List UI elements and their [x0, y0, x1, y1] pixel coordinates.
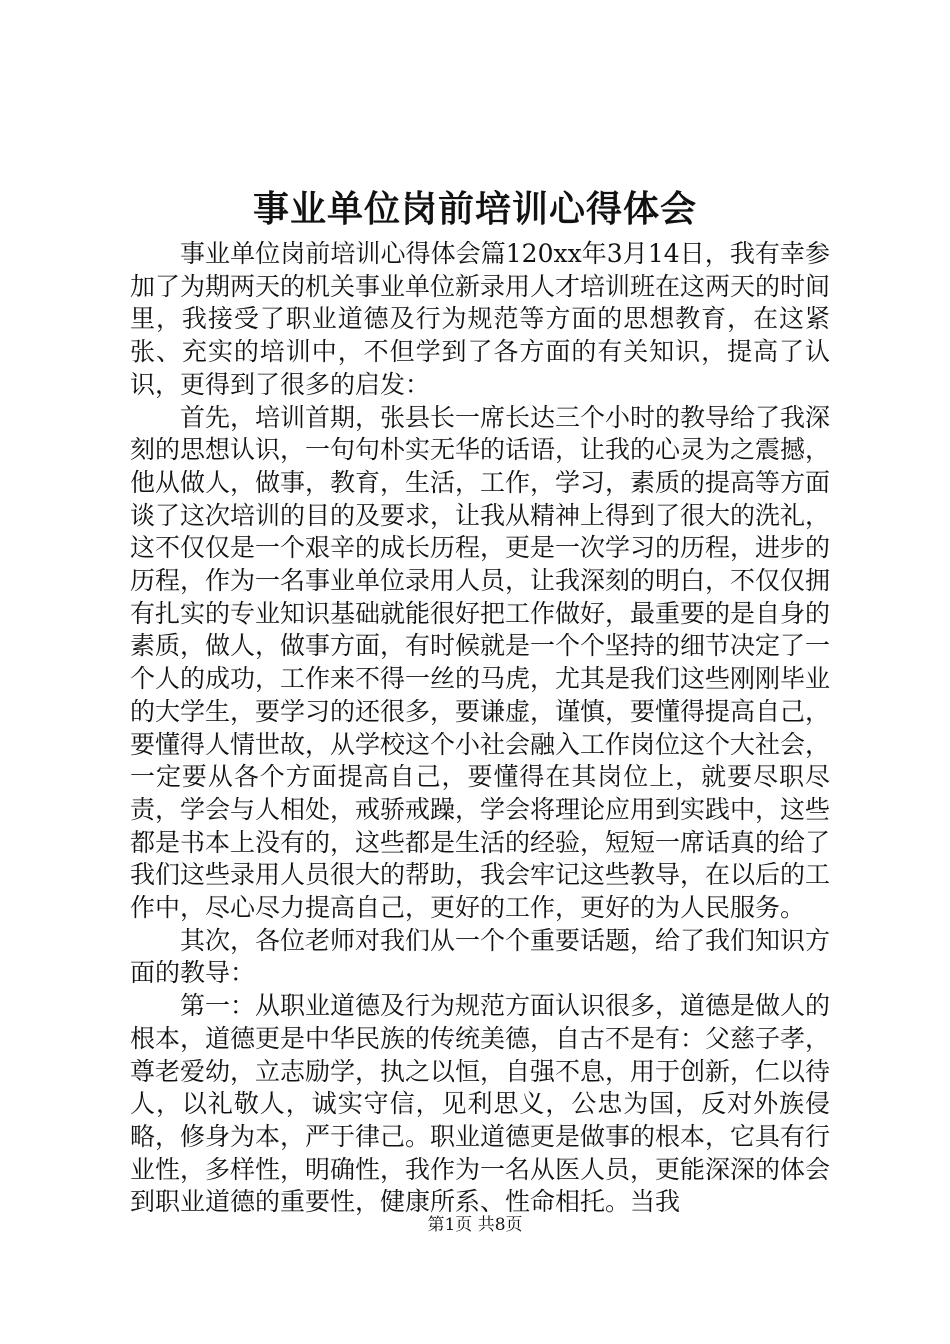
paragraph-intro: 事业单位岗前培训心得体会篇120xx年3月14日，我有幸参加了为期两天的机关事业单位新录用人才培训班在这两天的时间里，我接受了职业道德及行为规范等方面的思想教育，在这紧张、充实的培训中，不但学到了各方面的有关知识，提高了认识，更得到了很多的启发：	[130, 239, 831, 399]
paragraph-second: 其次，各位老师对我们从一个个重要话题，给了我们知识方面的教导：	[130, 925, 831, 988]
page-footer: 第1页 共8页	[427, 1215, 523, 1235]
paragraph-first: 首先，培训首期，张县长一席长达三个小时的教导给了我深刻的思想认识，一句句朴实无华的话语，让我的心灵为之震撼，他从做人，做事，教育，生活，工作，学习，素质的提高等方面谈了这次培训的目的及要求，让我从精神上得到了很大的洗礼，这不仅仅是一个艰辛的成长历程，更是一次学习的历程，进步的历程，作为一名事业单位录用人员，让我深刻的明白，不仅仅拥有扎实的专业知识基础就能很好把工作做好，最重要的是自身的素质，做人，做事方面，有时候就是一个个坚持的细节决定了一个人的成功，工作来不得一丝的马虎，尤其是我们这些刚刚毕业的大学生，要学习的还很多，要谦虚，谨慎，要懂得提高自己，要懂得人情世故，从学校这个小社会融入工作岗位这个大社会，一定要从各个方面提高自己，要懂得在其岗位上，就要尽职尽责，学会与人相处，戒骄戒躁，学会将理论应用到实践中，这些都是书本上没有的，这些都是生活的经验，短短一席话真的给了我们这些录用人员很大的帮助，我会牢记这些教导，在以后的工作中，尽心尽力提高自己，更好的工作，更好的为人民服务。	[130, 402, 831, 923]
document-body	[130, 238, 830, 1219]
paragraph-third: 第一：从职业道德及行为规范方面认识很多，道德是做人的根本，道德更是中华民族的传统美德，自古不是有：父慈子孝，尊老爱幼，立志励学，执之以恒，自强不息，用于创新，仁以待人，以礼敬人，诚实守信，见利思义，公忠为国，反对外族侵略，修身为本，严于律己。职业道德更是做事的根本，它具有行业性，多样性，明确性，我作为一名从医人员，更能深深的体会到职业道德的重要性，健康所系、性命相托。当我	[130, 991, 831, 1217]
document-title: 事业单位岗前培训心得体会	[252, 188, 697, 230]
